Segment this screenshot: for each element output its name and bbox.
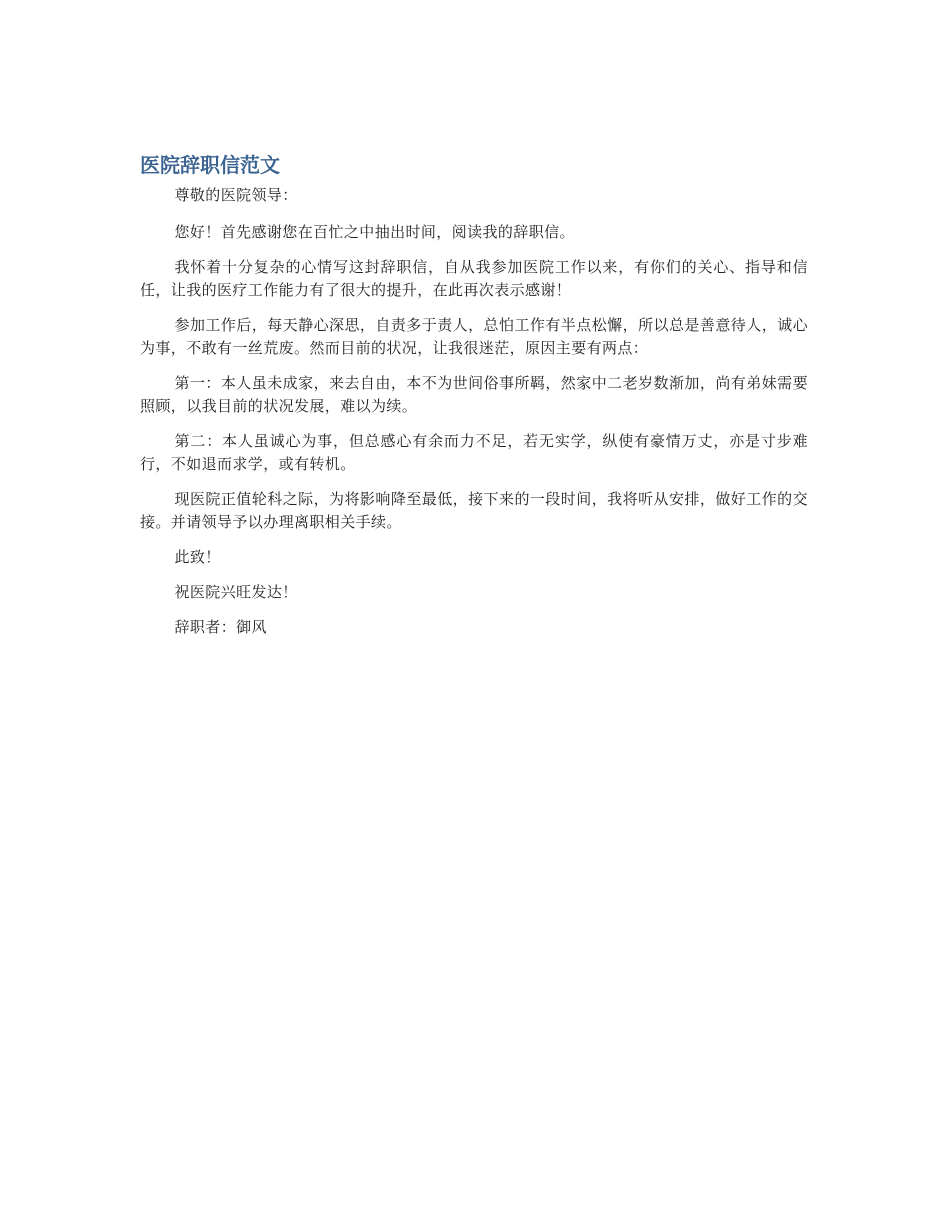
- document-title: 医院辞职信范文: [140, 153, 280, 177]
- paragraph-handover: 现医院正值轮科之际，为将影响降至最低，接下来的一段时间，我将听从安排，做好工作的交接。并请领导予以办理离职相关手续。: [140, 490, 808, 531]
- paragraph-thanks: 我怀着十分复杂的心情写这封辞职信，自从我参加医院工作以来，有你们的关心、指导和信任，让我的医疗工作能力有了很大的提升，在此再次表示感谢！: [140, 258, 808, 299]
- signature-line: 辞职者：御风: [174, 618, 267, 636]
- salutation: 尊敬的医院领导：: [174, 186, 298, 204]
- closing-regards: 此致！: [174, 548, 221, 566]
- closing-wish: 祝医院兴旺发达！: [174, 583, 298, 601]
- paragraph-greeting: 您好！首先感谢您在百忙之中抽出时间，阅读我的辞职信。: [174, 223, 575, 241]
- paragraph-reflection: 参加工作后，每天静心深思，自责多于责人，总怕工作有半点松懈，所以总是善意待人，诚心为事，不敢有一丝荒废。然而目前的状况，让我很迷茫，原因主要有两点：: [140, 316, 808, 357]
- paragraph-reason-two: 第二：本人虽诚心为事，但总感心有余而力不足，若无实学，纵使有豪情万丈，亦是寸步难行，不如退而求学，或有转机。: [140, 432, 808, 473]
- paragraph-reason-one: 第一：本人虽未成家，来去自由，本不为世间俗事所羁，然家中二老岁数渐加，尚有弟妹需要照顾，以我目前的状况发展，难以为续。: [140, 374, 808, 415]
- document-page: [140, 150, 808, 651]
